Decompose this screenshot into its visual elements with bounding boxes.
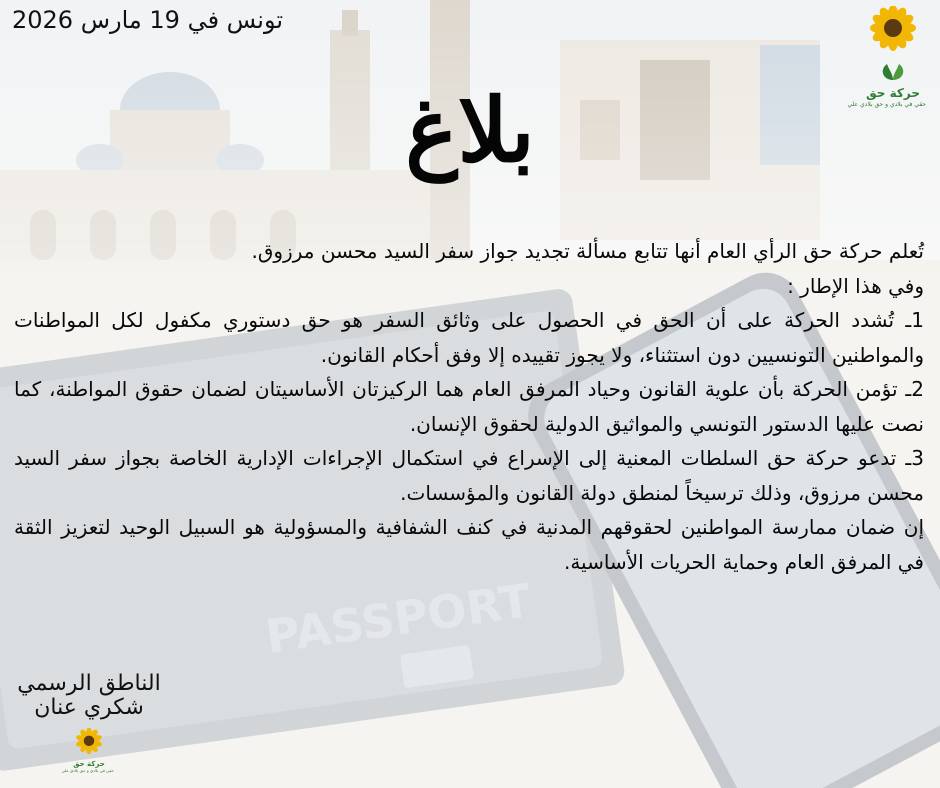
signature-logo [61, 728, 114, 774]
intro-paragraph: تُعلم حركة حق الرأي العام أنها تتابع مسألة تجديد جواز سفر السيد محسن مرزوق. [251, 239, 924, 263]
logo-name: حركة حق [73, 760, 105, 768]
document-date: تونس في 19 مارس 2026 [12, 6, 284, 34]
sunflower-icon [868, 6, 918, 54]
document-body [14, 234, 924, 579]
document-title: بلاغ [405, 78, 535, 182]
logo-slogan: حقي في بلادي و حق بلادي علي [61, 768, 114, 773]
framework-heading: وفي هذا الإطار : [787, 273, 924, 298]
logo-name: حركة حق [865, 86, 920, 100]
signature-block [16, 672, 162, 774]
sunflower-icon [74, 728, 104, 756]
signatory-name: شكري عنان [34, 695, 144, 720]
closing-paragraph: إن ضمان ممارسة المواطنين لحقوقهم المدنية في كنف الشفافية والمسؤولية هو السبيل الوحيد لتعزيز الثقة في المرفق العام وحماية الحريات الأساسية. [14, 515, 924, 574]
point-3: 3ـ تدعو حركة حق السلطات المعنية إلى الإسراع في استكمال الإجراءات الإدارية الخاصة بجواز سفر السيد محسن مرزوق، وذلك ترسيخاً لمنطق دولة القانون والمؤسسات. [14, 446, 924, 505]
point-2: 2ـ تؤمن الحركة بأن علوية القانون وحياد المرفق العام هما الركيزتان الأساسيتان لضمان حقوق المواطنة، كما نصت عليها الدستور التونسي والمواثيق الدولية لحقوق الإنسان. [14, 377, 924, 436]
point-1: 1ـ تُشدد الحركة على أن الحق في الحصول على وثائق السفر هو حق دستوري مكفول لكل المواطنات والمواطنين التونسيين دون استثناء، ولا يجوز تقييده إلا وفق أحكام القانون. [14, 308, 924, 367]
signatory-role: الناطق الرسمي [17, 671, 161, 696]
logo-slogan: حقي في بلادي و حق بلادي علي [847, 101, 926, 108]
